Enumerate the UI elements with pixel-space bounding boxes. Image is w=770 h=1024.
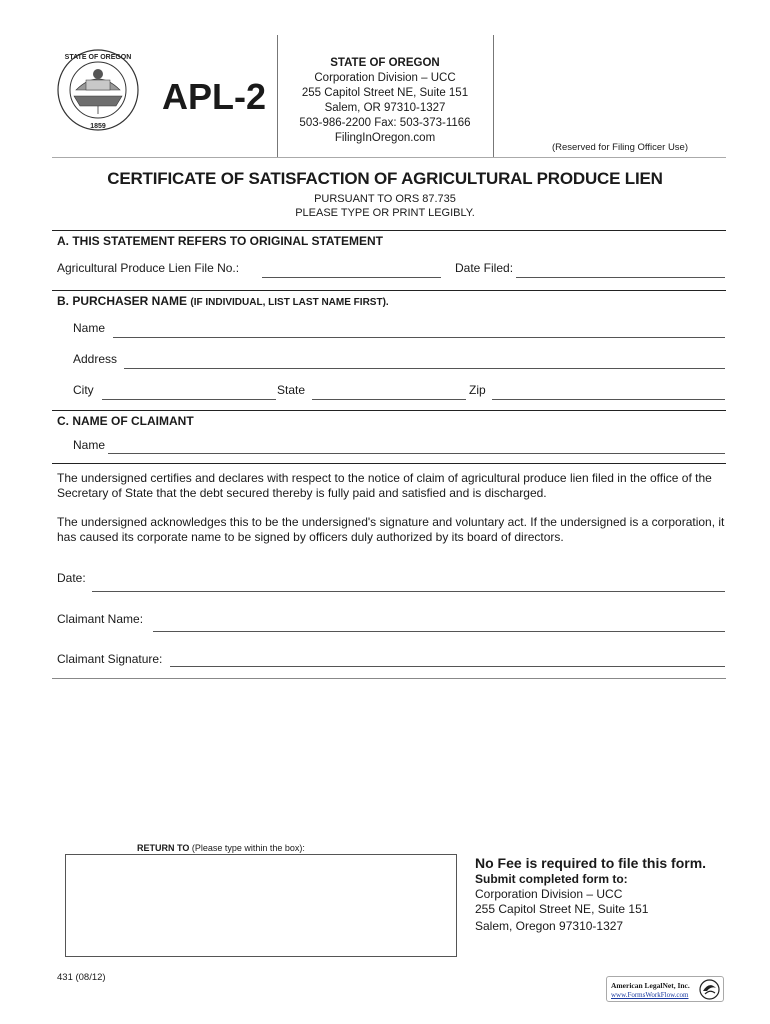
form-code: APL-2 — [162, 76, 267, 117]
claimant-name-field[interactable] — [153, 631, 725, 632]
purchaser-zip-field[interactable] — [492, 399, 725, 400]
pursuant-block — [0, 192, 770, 220]
state-name: STATE OF OREGON — [330, 57, 440, 69]
section-b-heading — [57, 294, 389, 308]
date-field[interactable] — [92, 591, 725, 592]
state-of-oregon-seal-icon — [56, 44, 140, 136]
claimant-name-label: Claimant Name: — [57, 612, 144, 626]
section-a-heading: A. THIS STATEMENT REFERS TO ORIGINAL STATEMENT — [57, 234, 384, 248]
purchaser-city-label: City — [73, 383, 94, 397]
purchaser-state-field[interactable] — [312, 399, 466, 400]
purchaser-address-label: Address — [73, 352, 118, 366]
purchaser-state-label: State — [277, 383, 306, 397]
submit-address-line: 255 Capitol Street NE, Suite 151 — [475, 902, 649, 916]
pursuant-statute: PURSUANT TO ORS 87.735 — [314, 193, 456, 205]
section-b-rule — [52, 290, 726, 291]
purchaser-address-field[interactable] — [124, 368, 725, 369]
claimant-signature-label: Claimant Signature: — [57, 652, 163, 666]
submit-to-heading: Submit completed form to: — [475, 872, 628, 886]
claimant-name-field-c[interactable] — [108, 453, 725, 454]
lien-file-no-field[interactable] — [262, 277, 441, 278]
state-address-block — [278, 56, 492, 146]
submit-address-line: Corporation Division – UCC — [475, 887, 623, 901]
claimant-signature-field[interactable] — [170, 666, 725, 667]
print-instruction: PLEASE TYPE OR PRINT LEGIBLY. — [295, 207, 475, 219]
no-fee-notice: No Fee is required to file this form. — [475, 855, 707, 871]
vendor-url[interactable]: www.FormsWorkFlow.com — [611, 991, 689, 999]
reserved-note: (Reserved for Filing Officer Use) — [551, 142, 688, 153]
purchaser-name-field[interactable] — [113, 337, 725, 338]
vendor-name: American LegalNet, Inc. — [611, 981, 690, 990]
vendor-badge[interactable] — [606, 976, 724, 1002]
header-divider-right — [493, 35, 494, 157]
date-filed-field[interactable] — [516, 277, 725, 278]
section-c-rule — [52, 410, 726, 411]
american-legalnet-logo-icon — [699, 979, 720, 1000]
header-bottom-rule — [52, 157, 726, 158]
return-to-title: RETURN TO — [137, 843, 190, 853]
section-a-rule — [52, 230, 726, 231]
purchaser-name-label: Name — [73, 321, 106, 335]
address-line: Salem, OR 97310-1327 — [324, 102, 446, 114]
date-label: Date: — [57, 571, 86, 585]
address-line: 503-986-2200 Fax: 503-373-1166 — [299, 117, 471, 129]
signature-bottom-rule — [52, 678, 726, 679]
return-to-label — [137, 843, 305, 853]
lien-file-no-label: Agricultural Produce Lien File No.: — [57, 261, 240, 275]
purchaser-zip-label: Zip — [469, 383, 486, 397]
document-title: CERTIFICATE OF SATISFACTION OF AGRICULTURAL PRODUCE LIEN — [107, 169, 663, 188]
return-to-note: (Please type within the box): — [191, 843, 305, 853]
section-c-heading: C. NAME OF CLAIMANT — [57, 414, 194, 428]
claimant-name-label-c: Name — [73, 438, 106, 452]
acknowledgement-paragraph: The undersigned acknowledges this to be the undersigned's signature and voluntary act. If the undersigned is a corporation, it has caused its corporate name to be signed by officers duly authorized by its board of directors. — [57, 515, 725, 544]
certification-paragraph: The undersigned certifies and declares with respect to the notice of claim of agricultural produce lien filed in the office of the Secretary of State that the debt secured thereby is fully paid and satisfied and is discharged. — [57, 471, 712, 500]
address-line: FilingInOregon.com — [334, 132, 436, 144]
section-b-title: B. PURCHASER NAME — [57, 294, 188, 308]
section-b-note: (IF INDIVIDUAL, LIST LAST NAME FIRST). — [190, 297, 389, 308]
section-c-bottom-rule — [52, 463, 726, 464]
seal-year: 1859 — [90, 123, 106, 130]
submit-address-line: Salem, Oregon 97310-1327 — [475, 919, 624, 933]
form-revision: 431 (08/12) — [57, 972, 106, 983]
purchaser-city-field[interactable] — [102, 399, 276, 400]
date-filed-label: Date Filed: — [455, 261, 514, 275]
address-line: 255 Capitol Street NE, Suite 151 — [301, 87, 469, 99]
address-line: Corporation Division – UCC — [314, 72, 456, 84]
seal-text: STATE OF OREGON — [64, 54, 132, 61]
return-to-box[interactable] — [65, 854, 457, 957]
